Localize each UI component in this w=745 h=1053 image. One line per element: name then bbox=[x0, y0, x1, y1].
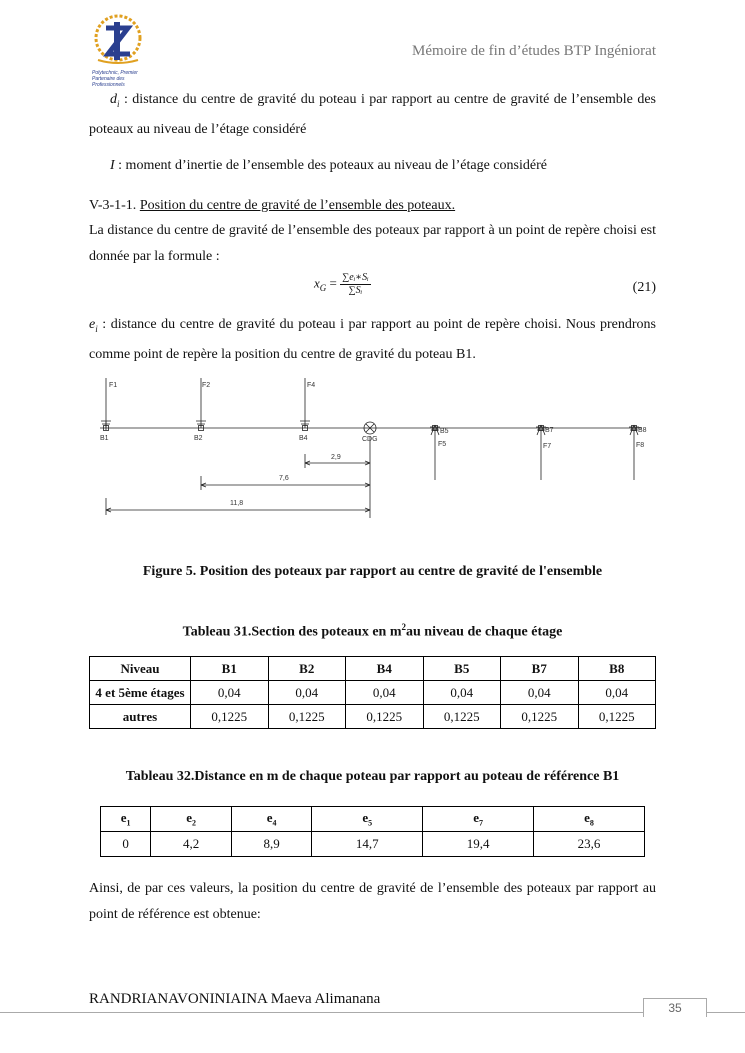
table-cell: 8,9 bbox=[231, 832, 312, 857]
label-b2: B2 bbox=[194, 435, 203, 442]
table-cell: 0,1225 bbox=[501, 705, 579, 729]
table-cell: 0,1225 bbox=[423, 705, 501, 729]
section-heading: V-3-1-1. Position du centre de gravité de l’ensemble des poteaux. bbox=[89, 198, 456, 213]
table-cell: 0,04 bbox=[346, 681, 424, 705]
school-logo bbox=[88, 14, 154, 92]
formula-fraction: $\frac{\text{∑eᵢ∗Sᵢ}}{\text{∑Sᵢ}}$ bbox=[342, 272, 369, 296]
table-header-cell: $e_2$ bbox=[151, 807, 232, 832]
table-cell: 4,2 bbox=[151, 832, 232, 857]
equation-number: (21) bbox=[632, 280, 656, 295]
table-header-cell: Niveau bbox=[90, 657, 191, 681]
table31 bbox=[89, 656, 656, 729]
label-f8: F8 bbox=[636, 442, 645, 449]
section-intro: La distance du centre de gravité de l’ensemble des poteaux par rapport à un point de repère choisi est donnée par la formule : bbox=[89, 223, 656, 264]
table-header-cell: $e_5$ bbox=[312, 807, 423, 832]
conclusion-paragraph: Ainsi, de par ces valeurs, la position du centre de gravité de l’ensemble des poteaux par rapport au point de référence est obtenue: bbox=[89, 881, 656, 922]
table31-caption: Tableau 31.Section des poteaux en $m^2au$ niveau de chaque étage bbox=[182, 622, 563, 640]
table-cell: 19,4 bbox=[423, 832, 534, 857]
label-b7: B7 bbox=[545, 427, 554, 434]
section-title: Position du centre de gravité de l’ensemble des poteaux. bbox=[139, 198, 456, 213]
table-header-cell: B5 bbox=[423, 657, 501, 681]
page-number: 35 bbox=[643, 998, 707, 1017]
label-b1: B1 bbox=[100, 435, 109, 442]
table-row bbox=[90, 705, 656, 729]
table-cell: 23,6 bbox=[534, 832, 645, 857]
I-symbol: I bbox=[110, 158, 115, 173]
I-definition: I : moment d’inertie de l’ensemble des poteaux au niveau de l’étage considéré bbox=[110, 158, 547, 173]
label-f2: F2 bbox=[202, 382, 211, 389]
table-header-cell: B1 bbox=[191, 657, 269, 681]
table-cell: 0,1225 bbox=[346, 705, 424, 729]
table-cell: 0,04 bbox=[501, 681, 579, 705]
table-cell: 0,1225 bbox=[191, 705, 269, 729]
table-cell: 0,04 bbox=[268, 681, 346, 705]
column-position-figure bbox=[0, 370, 745, 520]
label-b8: B8 bbox=[638, 427, 647, 434]
table-cell: 0,04 bbox=[191, 681, 269, 705]
table-row-label: autres bbox=[90, 705, 191, 729]
logo-text: Polytechnic, Premier Partenaire des Professionnels bbox=[92, 70, 138, 88]
table32-caption: Tableau 32.Distance en m de chaque poteau par rapport au poteau de référence B1 bbox=[125, 769, 620, 784]
di-symbol: d bbox=[110, 92, 117, 107]
table-row bbox=[90, 681, 656, 705]
label-f5: F5 bbox=[438, 441, 447, 448]
footer-divider bbox=[0, 1012, 745, 1013]
table-cell: 0,04 bbox=[578, 681, 656, 705]
label-b5: B5 bbox=[440, 428, 449, 435]
table-header-cell: $e_4$ bbox=[231, 807, 312, 832]
table-header-cell: B8 bbox=[578, 657, 656, 681]
table-cell: 0 bbox=[101, 832, 151, 857]
table-row-label: 4 et 5ème étages bbox=[90, 681, 191, 705]
table-header-row bbox=[101, 807, 645, 832]
table-cell: 0,04 bbox=[423, 681, 501, 705]
table-cell: 0,1225 bbox=[268, 705, 346, 729]
label-f4: F4 bbox=[307, 382, 316, 389]
di-definition: $d_i$ : distance du centre de gravité du poteau i par rapport au centre de gravité de l’ensemble des poteaux au niveau de l’étage considéré bbox=[89, 92, 656, 137]
label-f7: F7 bbox=[543, 443, 552, 450]
table-cell: 14,7 bbox=[312, 832, 423, 857]
ei-definition: $e_i$ : distance du centre de gravité du poteau i par rapport au point de repère choisi. Nous prendrons comme point de repère la position du centre de gravité du poteau B1. bbox=[89, 317, 656, 362]
footer-author: RANDRIANAVONINIAINA Maeva Alimanana bbox=[89, 991, 381, 1007]
label-f1: F1 bbox=[109, 382, 118, 389]
table-header-cell: $e_1$ bbox=[101, 807, 151, 832]
table-header-cell: B7 bbox=[501, 657, 579, 681]
table-row bbox=[101, 832, 645, 857]
dim-label-11-8: 11,8 bbox=[230, 500, 244, 507]
table32 bbox=[100, 806, 645, 857]
dim-label-7-6: 7,6 bbox=[279, 475, 289, 482]
table-header-cell: $e_8$ bbox=[534, 807, 645, 832]
table-cell: 0,1225 bbox=[578, 705, 656, 729]
label-b4: B4 bbox=[299, 435, 308, 442]
table-header-row bbox=[90, 657, 656, 681]
header-title: Mémoire de fin d’études BTP Ingéniorat bbox=[412, 43, 656, 59]
dim-label-2-9: 2,9 bbox=[331, 454, 341, 461]
figure-caption: Figure 5. Position des poteaux par rapport au centre de gravité de l'ensemble bbox=[142, 564, 603, 579]
label-cdg: CDG bbox=[362, 436, 378, 443]
table-header-cell: B4 bbox=[346, 657, 424, 681]
table-header-cell: B2 bbox=[268, 657, 346, 681]
table-header-cell: $e_7$ bbox=[423, 807, 534, 832]
formula-21: $x_G$ = $\frac{\text{∑eᵢ∗Sᵢ}}{\text{∑Sᵢ}}$ bbox=[314, 272, 369, 296]
